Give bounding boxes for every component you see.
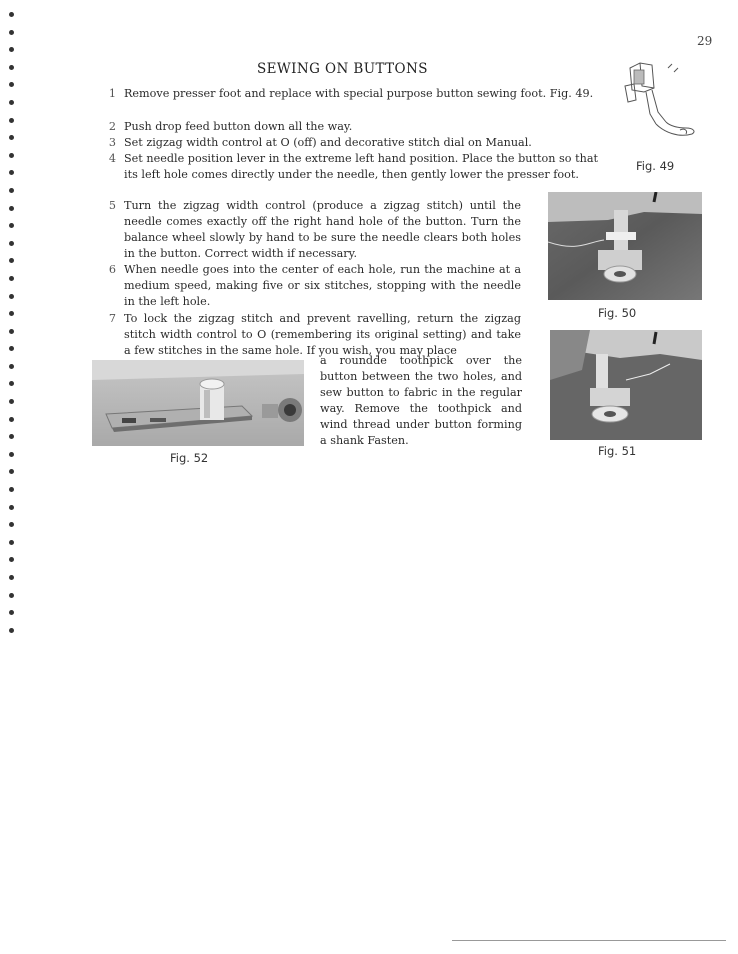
step-text: Set needle position lever in the extreme left hand position. Place the button so that its left hole comes directly under the needle, then gently lower the presser foot. (124, 152, 598, 181)
sewing-machine-photo (548, 192, 702, 300)
fig-52-caption: Fig. 52 (170, 451, 209, 465)
figure-52 (92, 360, 304, 446)
step-3 (108, 135, 598, 151)
step-5 (108, 198, 521, 262)
step-text: When needle goes into the center of each hole, run the machine at a medium speed, making five or six stitches, stopping with the needle in the left hole. (124, 263, 521, 308)
step-text: Set zigzag width control at O (off) and decorative stitch dial on Manual. (124, 136, 532, 149)
margin-marks (6, 12, 20, 645)
fig-51-caption: Fig. 51 (598, 444, 637, 458)
toothpick-button-photo (92, 360, 304, 446)
step-6 (108, 262, 521, 310)
step-text: Turn the zigzag width control (produce a zigzag stitch) until the needle comes exactly off the right hand hole of the button. Turn the balance wheel slowly by hand to be sure the needle clears both holes in the button. Correct width if necessary. (124, 199, 521, 260)
step-4 (108, 151, 598, 183)
sewing-machine-photo (550, 330, 702, 440)
step-number: 4 (108, 152, 116, 165)
page-title: SEWING ON BUTTONS (257, 61, 428, 77)
step-number: 5 (108, 199, 116, 212)
step-1 (108, 86, 598, 102)
fig-50-caption: Fig. 50 (598, 306, 637, 320)
page-number: 29 (697, 34, 713, 48)
button-sewing-foot-drawing (620, 58, 700, 158)
step-7-continuation (320, 353, 522, 449)
step-number: 3 (108, 136, 116, 149)
footer-rule (452, 940, 726, 941)
step-number: 7 (108, 312, 116, 325)
figure-51 (550, 330, 702, 440)
step-text: To lock the zigzag stitch and prevent ravelling, return the zigzag stitch width control to O (remembering its original setting) and take a few stitches in the same hole. If you wish, you may place (124, 312, 521, 357)
step-2 (108, 119, 598, 135)
step-text: Remove presser foot and replace with special purpose button sewing foot. Fig. 49. (124, 87, 594, 100)
step-text: Push drop feed button down all the way. (124, 120, 353, 133)
step-number: 1 (108, 87, 116, 100)
figure-50 (548, 192, 702, 300)
fig-49-caption: Fig. 49 (636, 159, 675, 173)
step-text: a roundde toothpick over the button between the two holes, and sew button to fabric in the regular way. Remove the toothpick and wind thread under button forming a shank Fasten. (320, 354, 522, 447)
figure-49 (620, 58, 700, 158)
step-number: 2 (108, 120, 116, 133)
step-7 (108, 311, 521, 359)
step-number: 6 (108, 263, 116, 276)
